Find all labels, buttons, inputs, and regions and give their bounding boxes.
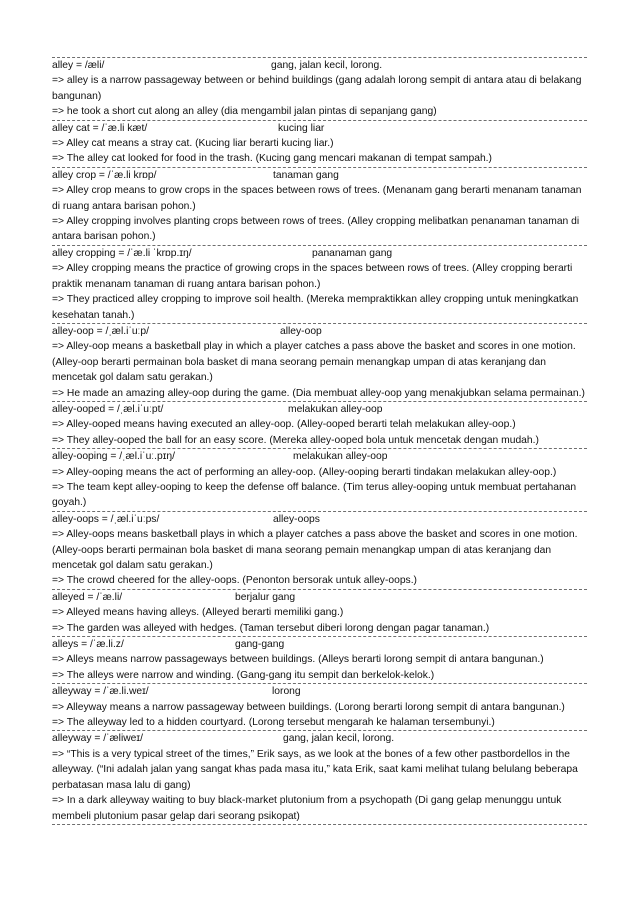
translation: berjalur gang	[235, 591, 296, 603]
example-line: => They alley-ooped the ball for an easy score. (Mereka alley-ooped bola untuk mencetak dengan mudah.)	[52, 434, 539, 446]
entry-alleyway-2	[52, 730, 587, 824]
entry-alley-ooping	[52, 448, 587, 511]
entry-alley	[52, 57, 587, 120]
headword: alleyway = /ˈæ.li.weɪ/	[52, 686, 149, 698]
entry-head	[52, 402, 587, 417]
definition-line: => Alley-ooping means the act of performing an alley-oop. (Alley-ooping berarti tindakan melakukan alley-oop.)	[52, 466, 557, 478]
example-line: => The garden was alleyed with hedges. (Taman tersebut diberi lorong dengan pagar tanaman.)	[52, 622, 490, 634]
definition-line: => Alley-ooped means having executed an alley-oop. (Alley-ooped berarti telah melakukan alley-oop.)	[52, 419, 516, 431]
translation: pananaman gang	[312, 247, 393, 259]
definition-line: => “This is a very typical street of the times,” Erik says, as we look at the bones of a few other pastbordellos in the alleyway. (“Ini adalah jalan yang sangat khas pada masa itu,” kata Erik, saat kami melihat tulang belulang beberapa perbatasan masa lalu di gang)	[52, 748, 578, 791]
example-line: => In a dark alleyway waiting to buy black-market plutonium from a psychopath (Di gang gelap menunggu untuk membeli plutonium pasar gelap dari seorang psikopat)	[52, 795, 562, 822]
definition-line: => Alleyed means having alleys. (Alleyed berarti memiliki gang.)	[52, 607, 344, 619]
headword: alleyway = /ˈæliweɪ/	[52, 733, 143, 745]
entry-head	[52, 512, 587, 527]
definition-line: => Alley-oops means basketball plays in which a player catches a pass above the basket and scores in one motion. (Alley-oops berarti permainan bola basket di mana seorang pemain menangkap umpan di atas keranjang dan mencetak gol dalam satu gerakan.)	[52, 529, 578, 571]
definition-line: => Alleyway means a narrow passageway between buildings. (Lorong berarti lorong sempit di antara bangunan.)	[52, 701, 565, 713]
entry-alley-oops	[52, 511, 587, 589]
entry-head	[52, 121, 587, 136]
translation: alley-oop	[280, 325, 322, 337]
definition-line: => Alley cropping means the practice of growing crops in the spaces between rows of trees. (Alley cropping berarti praktik menanam tanaman di ruang antara barisan pohon.)	[52, 263, 573, 290]
translation: melakukan alley-oop	[293, 451, 388, 463]
entry-head	[52, 58, 587, 73]
definition-line: => Alleys means narrow passageways between buildings. (Alleys berarti lorong sempit di antara bangunan.)	[52, 654, 544, 666]
entry-alleyway-1	[52, 683, 587, 730]
headword: alley cat = /ˈæ.li kæt/	[52, 122, 148, 134]
entry-alleyed	[52, 589, 587, 636]
entry-head	[52, 590, 587, 605]
dictionary-page	[52, 57, 587, 825]
example-line: => he took a short cut along an alley (dia mengambil jalan pintas di sepanjang gang)	[52, 106, 437, 118]
entry-alleys	[52, 636, 587, 683]
headword: alley cropping = /ˈæ.li ˈkrɒp.ɪŋ/	[52, 247, 192, 259]
example-line: => Alley cropping involves planting crops between rows of trees. (Alley cropping melibatkan penanaman tanaman di antara barisan pohon.)	[52, 216, 580, 243]
headword: alleys = /ˈæ.li.z/	[52, 639, 124, 651]
definition-line: => Alley-oop means a basketball play in which a player catches a pass above the basket and scores in one motion. (Alley-oop berarti permainan bola basket di mana seorang pemain menangkap umpan di atas keranjang dan mencetak gol dalam satu gerakan.)	[52, 341, 576, 384]
entry-alley-crop	[52, 167, 587, 245]
entry-head	[52, 246, 587, 261]
headword: alley-ooped = /ˌæl.iˈuːpt/	[52, 403, 164, 415]
headword: alley crop = /ˈæ.li krɒp/	[52, 169, 157, 181]
entry-head	[52, 684, 587, 699]
translation: alley-oops	[273, 513, 320, 525]
entry-head	[52, 324, 587, 339]
example-line: => The alley cat looked for food in the trash. (Kucing gang mencari makanan di tempat sampah.)	[52, 153, 492, 165]
translation: gang, jalan kecil, lorong.	[271, 60, 383, 71]
headword: alley = /æli/	[52, 60, 105, 71]
entry-head	[52, 731, 587, 746]
example-line: => The team kept alley-ooping to keep the defense off balance. (Tim terus alley-ooping untuk membuat pertahanan goyah.)	[52, 481, 577, 509]
translation: gang-gang	[235, 639, 285, 651]
definition-line: => Alley crop means to grow crops in the spaces between rows of trees. (Menanam gang berarti menanam tanaman di ruang antara barisan pohon.)	[52, 185, 582, 212]
entry-alley-cropping	[52, 245, 587, 323]
translation: tanaman gang	[273, 169, 339, 181]
entry-head	[52, 637, 587, 652]
entry-alley-cat	[52, 120, 587, 167]
translation: lorong	[272, 686, 301, 698]
translation: gang, jalan kecil, lorong.	[283, 733, 395, 745]
headword: alley-oop = /ˌæl.iˈuːp/	[52, 325, 150, 337]
translation: melakukan alley-oop	[288, 403, 383, 415]
example-line: => The crowd cheered for the alley-oops. (Penonton bersorak untuk alley-oops.)	[52, 575, 417, 587]
headword: alley-ooping = /ˌæl.iˈuː.pɪŋ/	[52, 451, 175, 463]
translation: kucing liar	[278, 122, 325, 134]
headword: alleyed = /ˈæ.li/	[52, 591, 123, 603]
example-line: => He made an amazing alley-oop during the game. (Dia membuat alley-oop yang menakjubkan selama permainan.)	[52, 387, 585, 399]
example-line: => The alleyway led to a hidden courtyard. (Lorong tersebut mengarah ke halaman tersembunyi.)	[52, 717, 495, 729]
entry-head	[52, 168, 587, 183]
definition-line: => Alley cat means a stray cat. (Kucing liar berarti kucing liar.)	[52, 138, 334, 150]
headword: alley-oops = /ˌæl.iˈuːps/	[52, 513, 160, 525]
example-line: => They practiced alley cropping to improve soil health. (Mereka mempraktikkan alley cropping untuk meningkatkan kesehatan tanah.)	[52, 294, 579, 321]
entry-alley-oop	[52, 323, 587, 401]
entry-alley-ooped	[52, 401, 587, 448]
entry-head	[52, 449, 587, 464]
definition-line: => alley is a narrow passageway between or behind buildings (gang adalah lorong sempit di antara atau di belakang bangunan)	[52, 75, 582, 102]
example-line: => The alleys were narrow and winding. (Gang-gang itu sempit dan berkelok-kelok.)	[52, 669, 435, 681]
